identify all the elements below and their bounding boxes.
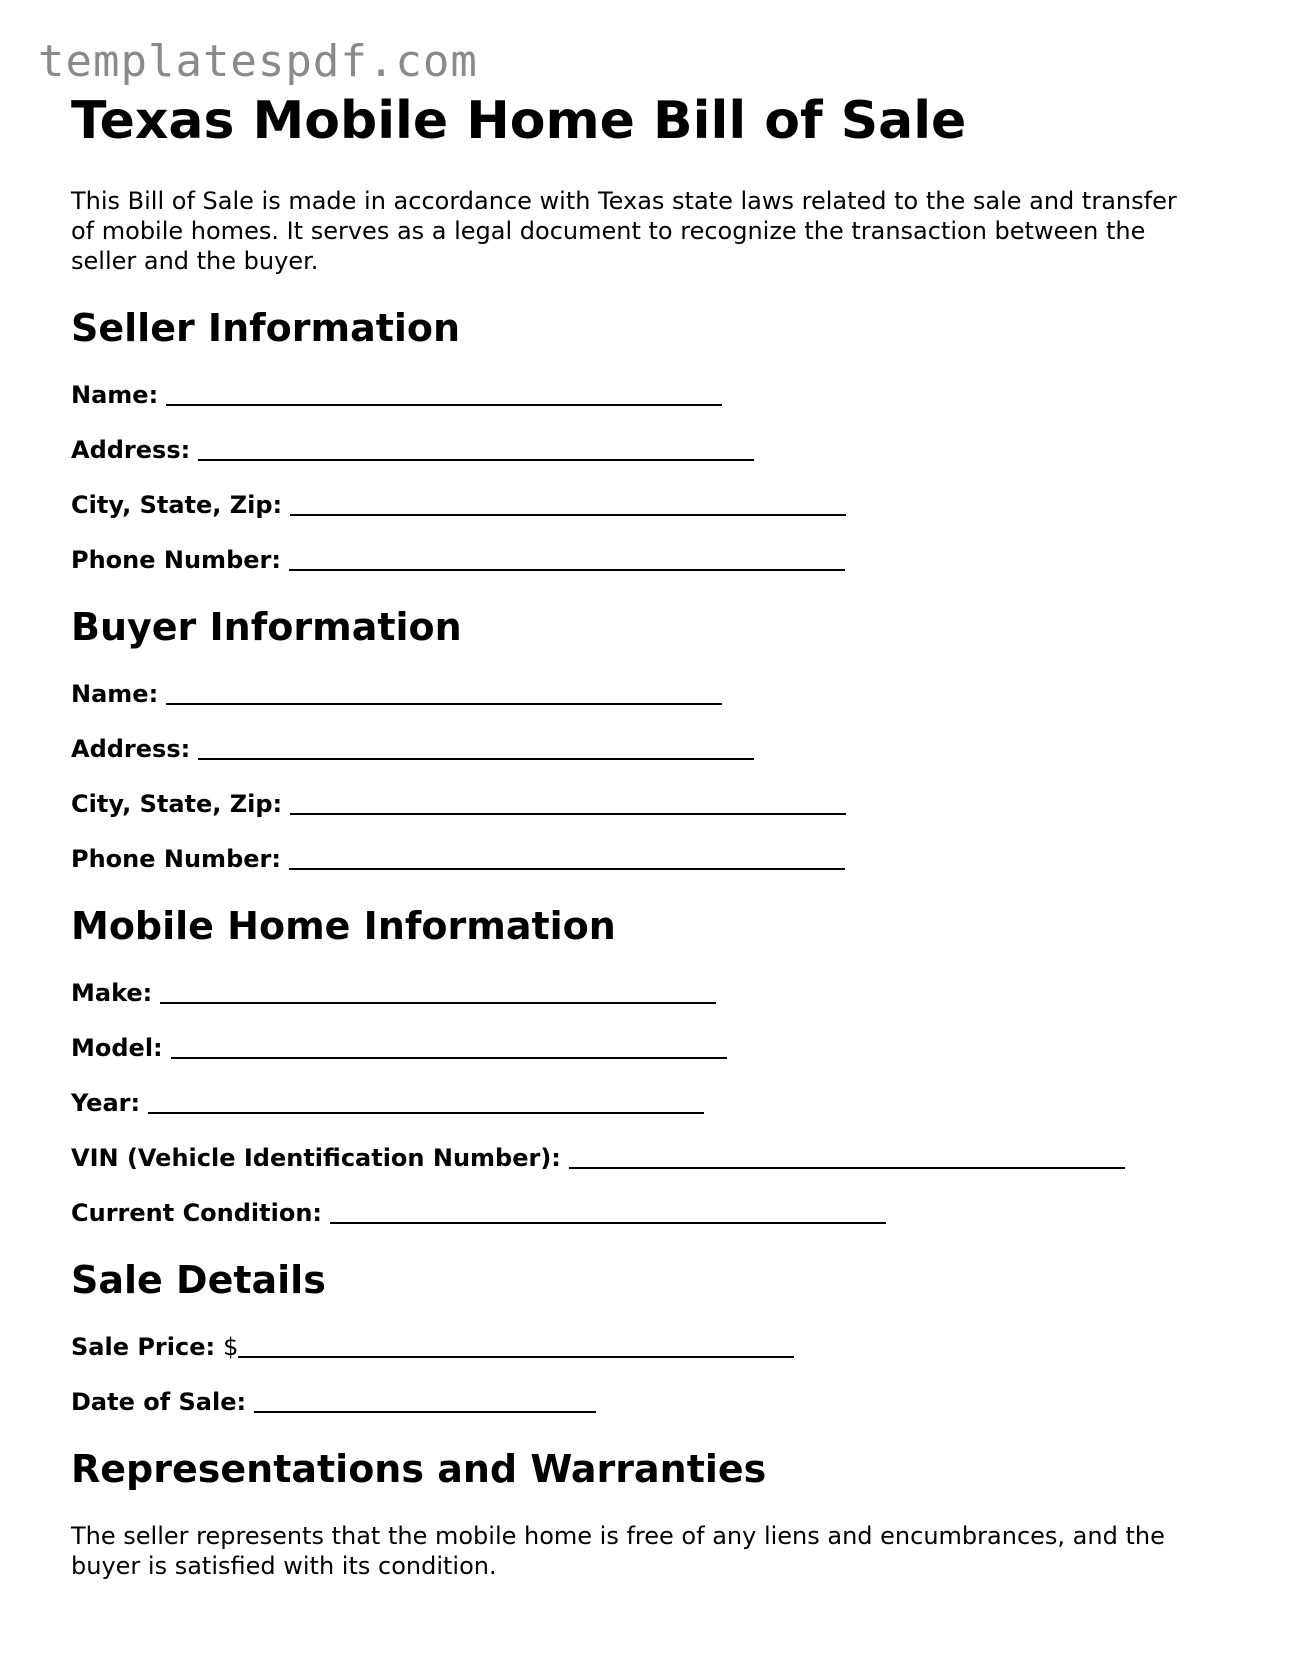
seller-phone-label: Phone Number: <box>71 546 281 574</box>
seller-phone-field <box>71 545 1251 575</box>
buyer-phone-line[interactable] <box>289 868 845 870</box>
seller-name-label: Name: <box>71 381 159 409</box>
buyer-section <box>71 605 1251 874</box>
condition-label: Current Condition: <box>71 1199 323 1227</box>
warranties-heading: Representations and Warranties <box>71 1447 767 1491</box>
year-label: Year: <box>71 1089 141 1117</box>
warranties-paragraph: The seller represents that the mobile home is free of any liens and encumbrances, and the buyer is satisfied with its condition. <box>71 1522 1165 1580</box>
page-title: Texas Mobile Home Bill of Sale <box>71 91 967 151</box>
make-line[interactable] <box>160 1002 716 1004</box>
intro-paragraph: This Bill of Sale is made in accordance with Texas state laws related to the sale and transfer of mobile homes. It serves as a legal document to recognize the transaction between the seller and the buyer. <box>71 187 1177 275</box>
vin-label: VIN (Vehicle Identification Number): <box>71 1144 561 1172</box>
model-line[interactable] <box>171 1057 727 1059</box>
sale-date-field <box>71 1387 1251 1417</box>
year-line[interactable] <box>148 1112 704 1114</box>
seller-name-field <box>71 380 1251 410</box>
seller-city-line[interactable] <box>290 514 846 516</box>
model-field <box>71 1033 1251 1063</box>
vin-field <box>71 1143 1251 1173</box>
seller-city-field <box>71 490 1251 520</box>
condition-field <box>71 1198 1251 1228</box>
buyer-name-line[interactable] <box>166 703 722 705</box>
sale-price-label: Sale Price: <box>71 1333 216 1361</box>
buyer-phone-field <box>71 844 1251 874</box>
mobile-home-heading: Mobile Home Information <box>71 904 616 948</box>
seller-address-label: Address: <box>71 436 191 464</box>
buyer-address-field <box>71 734 1251 764</box>
watermark: templatespdf.com <box>38 36 478 87</box>
seller-phone-line[interactable] <box>289 569 845 571</box>
seller-heading: Seller Information <box>71 306 461 350</box>
condition-line[interactable] <box>330 1222 886 1224</box>
seller-name-line[interactable] <box>166 404 722 406</box>
vin-line[interactable] <box>569 1167 1125 1169</box>
buyer-city-line[interactable] <box>290 813 846 815</box>
sale-date-line[interactable] <box>254 1411 596 1413</box>
sale-date-label: Date of Sale: <box>71 1388 247 1416</box>
buyer-city-label: City, State, Zip: <box>71 790 283 818</box>
sale-details-heading: Sale Details <box>71 1258 326 1302</box>
buyer-city-field <box>71 789 1251 819</box>
currency-symbol: $ <box>223 1333 239 1361</box>
buyer-phone-label: Phone Number: <box>71 845 281 873</box>
buyer-name-label: Name: <box>71 680 159 708</box>
sale-details-section <box>71 1258 1251 1417</box>
buyer-address-label: Address: <box>71 735 191 763</box>
model-label: Model: <box>71 1034 163 1062</box>
seller-address-field <box>71 435 1251 465</box>
document-body <box>71 92 1251 1581</box>
sale-price-line[interactable] <box>238 1356 794 1358</box>
seller-city-label: City, State, Zip: <box>71 491 283 519</box>
mobile-home-section <box>71 904 1251 1228</box>
seller-section <box>71 306 1251 575</box>
make-label: Make: <box>71 979 153 1007</box>
buyer-heading: Buyer Information <box>71 605 462 649</box>
seller-address-line[interactable] <box>198 459 754 461</box>
buyer-name-field <box>71 679 1251 709</box>
year-field <box>71 1088 1251 1118</box>
buyer-address-line[interactable] <box>198 758 754 760</box>
warranties-section <box>71 1447 1251 1581</box>
sale-price-field <box>71 1332 1251 1362</box>
make-field <box>71 978 1251 1008</box>
